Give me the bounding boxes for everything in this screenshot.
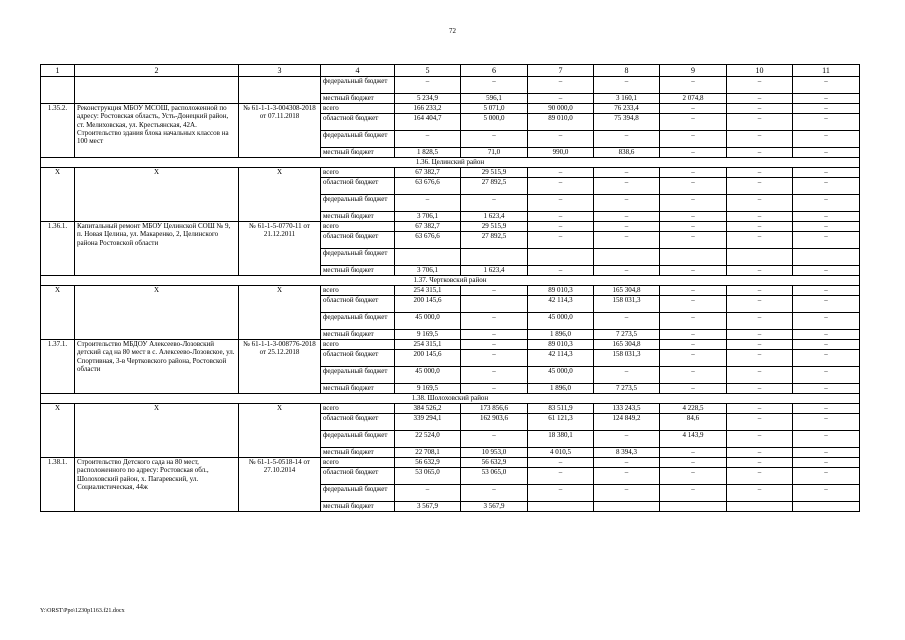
value-cell: – xyxy=(793,448,860,458)
value-cell: 53 065,0 xyxy=(461,468,528,485)
budget-type-cell: федеральный бюджет xyxy=(321,195,395,212)
table-row xyxy=(41,404,860,414)
x-marker-cell: Х xyxy=(239,404,321,458)
value-cell: – xyxy=(727,296,793,313)
value-cell: – xyxy=(660,178,727,195)
value-cell xyxy=(660,502,727,512)
column-header: 3 xyxy=(239,65,321,77)
budget-type-cell: областной бюджет xyxy=(321,468,395,485)
value-cell: 165 304,8 xyxy=(594,286,660,296)
value-cell: – xyxy=(793,222,860,232)
value-cell: 158 031,3 xyxy=(594,350,660,367)
column-header: 11 xyxy=(793,65,860,77)
value-cell: 158 031,3 xyxy=(594,296,660,313)
value-cell: – xyxy=(528,94,594,104)
value-cell: – xyxy=(727,404,793,414)
value-cell: – xyxy=(528,178,594,195)
value-cell xyxy=(528,249,594,266)
value-cell xyxy=(727,249,793,266)
budget-type-cell: местный бюджет xyxy=(321,266,395,276)
value-cell: – xyxy=(793,485,860,502)
value-cell: 75 394,8 xyxy=(594,114,660,131)
value-cell: 173 856,6 xyxy=(461,404,528,414)
value-cell xyxy=(793,249,860,266)
value-cell: 4 228,5 xyxy=(660,404,727,414)
value-cell: – xyxy=(727,448,793,458)
value-cell: – xyxy=(528,468,594,485)
value-cell: 3 567,9 xyxy=(395,502,461,512)
value-cell: – xyxy=(594,485,660,502)
value-cell: – xyxy=(793,431,860,448)
item-number: 1.35.2. xyxy=(41,104,75,158)
x-marker-cell: Х xyxy=(75,404,239,458)
value-cell: – xyxy=(594,77,660,94)
value-cell: 45 000,0 xyxy=(528,367,594,384)
value-cell: 1 828,5 xyxy=(395,148,461,158)
value-cell: – xyxy=(793,468,860,485)
value-cell: 56 632,9 xyxy=(395,458,461,468)
column-header: 9 xyxy=(660,65,727,77)
value-cell: 5 000,0 xyxy=(461,114,528,131)
value-cell: 254 315,1 xyxy=(395,286,461,296)
value-cell: – xyxy=(660,195,727,212)
budget-type-cell: федеральный бюджет xyxy=(321,249,395,266)
value-cell: – xyxy=(660,485,727,502)
value-cell: – xyxy=(528,168,594,178)
value-cell: 61 121,3 xyxy=(528,414,594,431)
value-cell: – xyxy=(727,286,793,296)
value-cell: – xyxy=(793,350,860,367)
value-cell: 7 273,5 xyxy=(594,384,660,394)
value-cell: – xyxy=(793,313,860,330)
value-cell: – xyxy=(461,384,528,394)
value-cell: – xyxy=(461,195,528,212)
value-cell: 133 243,5 xyxy=(594,404,660,414)
value-cell: 29 515,9 xyxy=(461,168,528,178)
value-cell: 4 010,5 xyxy=(528,448,594,458)
value-cell: 5 071,0 xyxy=(461,104,528,114)
value-cell: – xyxy=(793,168,860,178)
value-cell xyxy=(528,502,594,512)
value-cell: – xyxy=(660,148,727,158)
value-cell: – xyxy=(528,77,594,94)
value-cell: – xyxy=(727,222,793,232)
value-cell: – xyxy=(793,266,860,276)
value-cell: – xyxy=(793,286,860,296)
x-marker-cell: Х xyxy=(239,286,321,340)
value-cell: – xyxy=(461,367,528,384)
value-cell: 165 304,8 xyxy=(594,340,660,350)
x-marker-cell: Х xyxy=(41,286,75,340)
value-cell: 89 010,3 xyxy=(528,286,594,296)
value-cell: – xyxy=(660,458,727,468)
value-cell: – xyxy=(793,384,860,394)
value-cell: – xyxy=(660,468,727,485)
value-cell: 596,1 xyxy=(461,94,528,104)
budget-type-cell: всего xyxy=(321,458,395,468)
value-cell: 83 511,9 xyxy=(528,404,594,414)
value-cell: – xyxy=(727,313,793,330)
value-cell: 1 896,0 xyxy=(528,384,594,394)
value-cell: – xyxy=(660,313,727,330)
value-cell: – xyxy=(727,94,793,104)
page-number: 72 xyxy=(449,27,456,35)
table-row xyxy=(41,340,860,350)
x-marker-cell: Х xyxy=(239,168,321,222)
value-cell: 89 010,3 xyxy=(528,340,594,350)
budget-type-cell: всего xyxy=(321,404,395,414)
budget-type-cell: местный бюджет xyxy=(321,448,395,458)
item-document: № 61-1-5-0770-11 от 21.12.2011 xyxy=(239,222,321,276)
item-document: № 61-1-1-3-004308-2018 от 07.11.2018 xyxy=(239,104,321,158)
item-number: 1.36.1. xyxy=(41,222,75,276)
budget-type-cell: всего xyxy=(321,104,395,114)
column-header: 8 xyxy=(594,65,660,77)
value-cell: 22 708,1 xyxy=(395,448,461,458)
value-cell: – xyxy=(660,232,727,249)
x-marker-cell: Х xyxy=(75,168,239,222)
item-description: Строительство Детского сада на 80 мест, расположенного по адресу: Ростовская обл., Шолоховский район, х. Пагаревский, ул. Социалистическая, 44ж xyxy=(75,458,239,512)
budget-type-cell: местный бюджет xyxy=(321,212,395,222)
value-cell: 200 145,6 xyxy=(395,296,461,313)
value-cell: 90 000,0 xyxy=(528,104,594,114)
value-cell: – xyxy=(660,340,727,350)
value-cell: – xyxy=(528,222,594,232)
value-cell: – xyxy=(660,330,727,340)
budget-type-cell: федеральный бюджет xyxy=(321,485,395,502)
value-cell xyxy=(793,502,860,512)
value-cell: 27 892,5 xyxy=(461,232,528,249)
value-cell: – xyxy=(727,330,793,340)
value-cell: – xyxy=(793,404,860,414)
value-cell: – xyxy=(793,178,860,195)
value-cell: – xyxy=(461,286,528,296)
value-cell: 76 233,4 xyxy=(594,104,660,114)
value-cell: – xyxy=(594,195,660,212)
value-cell: – xyxy=(793,340,860,350)
value-cell xyxy=(594,249,660,266)
value-cell: – xyxy=(727,178,793,195)
value-cell: – xyxy=(528,458,594,468)
value-cell: – xyxy=(660,114,727,131)
column-header: 6 xyxy=(461,65,528,77)
empty-cell xyxy=(41,77,75,104)
budget-type-cell: федеральный бюджет xyxy=(321,313,395,330)
value-cell: – xyxy=(793,212,860,222)
value-cell: – xyxy=(727,195,793,212)
value-cell: – xyxy=(793,414,860,431)
section-row xyxy=(41,276,860,286)
value-cell: – xyxy=(660,384,727,394)
budget-type-cell: всего xyxy=(321,286,395,296)
value-cell: – xyxy=(660,448,727,458)
item-number: 1.37.1. xyxy=(41,340,75,394)
budget-type-cell: областной бюджет xyxy=(321,178,395,195)
value-cell: 1 896,0 xyxy=(528,330,594,340)
value-cell: – xyxy=(727,212,793,222)
value-cell: – xyxy=(660,131,727,148)
value-cell: – xyxy=(461,131,528,148)
budget-type-cell: областной бюджет xyxy=(321,296,395,313)
value-cell xyxy=(461,249,528,266)
value-cell: – xyxy=(793,94,860,104)
value-cell: – xyxy=(727,431,793,448)
value-cell: – xyxy=(727,148,793,158)
value-cell: 27 892,5 xyxy=(461,178,528,195)
value-cell: – xyxy=(660,77,727,94)
section-title: 1.38. Шолоховский район xyxy=(41,394,860,404)
value-cell: – xyxy=(395,131,461,148)
value-cell: – xyxy=(594,468,660,485)
value-cell: – xyxy=(727,266,793,276)
value-cell: – xyxy=(727,414,793,431)
table-row xyxy=(41,458,860,468)
value-cell: – xyxy=(727,104,793,114)
value-cell: 166 233,2 xyxy=(395,104,461,114)
value-cell: – xyxy=(528,212,594,222)
value-cell: – xyxy=(660,168,727,178)
value-cell: 45 000,0 xyxy=(395,367,461,384)
value-cell: – xyxy=(793,104,860,114)
item-document: № 61-1-1-3-008776-2018 от 25.12.2018 xyxy=(239,340,321,394)
value-cell: 5 234,9 xyxy=(395,94,461,104)
value-cell: – xyxy=(528,195,594,212)
item-document: № 61-1-5-0518-14 от 27.10.2014 xyxy=(239,458,321,512)
value-cell: 254 315,1 xyxy=(395,340,461,350)
value-cell: 63 676,6 xyxy=(395,178,461,195)
value-cell: – xyxy=(727,77,793,94)
column-header: 1 xyxy=(41,65,75,77)
budget-type-cell: всего xyxy=(321,340,395,350)
value-cell: – xyxy=(660,104,727,114)
value-cell: – xyxy=(660,350,727,367)
value-cell: – xyxy=(594,212,660,222)
value-cell: 9 169,5 xyxy=(395,330,461,340)
value-cell: – xyxy=(461,313,528,330)
value-cell: – xyxy=(727,468,793,485)
value-cell xyxy=(395,249,461,266)
value-cell: – xyxy=(594,431,660,448)
value-cell: – xyxy=(594,232,660,249)
value-cell: 1 623,4 xyxy=(461,212,528,222)
budget-type-cell: федеральный бюджет xyxy=(321,367,395,384)
footer-path: Y:\ORST\Ppo\1230p1163.f21.docx xyxy=(40,608,125,614)
value-cell: 71,0 xyxy=(461,148,528,158)
value-cell: 42 114,3 xyxy=(528,296,594,313)
section-row xyxy=(41,394,860,404)
value-cell: 384 526,2 xyxy=(395,404,461,414)
value-cell: – xyxy=(594,131,660,148)
item-number: 1.38.1. xyxy=(41,458,75,512)
value-cell: 3 706,1 xyxy=(395,266,461,276)
budget-type-cell: областной бюджет xyxy=(321,414,395,431)
table-row xyxy=(41,222,860,232)
value-cell: – xyxy=(594,313,660,330)
budget-type-cell: местный бюджет xyxy=(321,94,395,104)
value-cell: 3 160,1 xyxy=(594,94,660,104)
value-cell: 42 114,3 xyxy=(528,350,594,367)
value-cell: – xyxy=(793,367,860,384)
value-cell: – xyxy=(793,148,860,158)
budget-type-cell: федеральный бюджет xyxy=(321,431,395,448)
value-cell: 4 143,9 xyxy=(660,431,727,448)
budget-type-cell: всего xyxy=(321,168,395,178)
value-cell xyxy=(594,502,660,512)
value-cell: 838,6 xyxy=(594,148,660,158)
column-header: 2 xyxy=(75,65,239,77)
value-cell: – xyxy=(727,340,793,350)
value-cell: – xyxy=(660,212,727,222)
header-row xyxy=(41,65,860,77)
value-cell: 200 145,6 xyxy=(395,350,461,367)
value-cell xyxy=(461,296,528,313)
value-cell: – xyxy=(727,232,793,249)
value-cell: 63 676,6 xyxy=(395,232,461,249)
section-row xyxy=(41,158,860,168)
value-cell: – xyxy=(660,296,727,313)
value-cell: – xyxy=(793,232,860,249)
value-cell: – xyxy=(793,458,860,468)
value-cell: 164 404,7 xyxy=(395,114,461,131)
budget-type-cell: областной бюджет xyxy=(321,232,395,249)
value-cell: – xyxy=(594,367,660,384)
section-title: 1.36. Целинский район xyxy=(41,158,860,168)
value-cell: – xyxy=(660,286,727,296)
table-row xyxy=(41,168,860,178)
table-row xyxy=(41,77,860,94)
value-cell: – xyxy=(793,296,860,313)
value-cell: – xyxy=(727,131,793,148)
value-cell: – xyxy=(727,114,793,131)
value-cell: – xyxy=(528,131,594,148)
value-cell: 1 623,4 xyxy=(461,266,528,276)
column-header: 4 xyxy=(321,65,395,77)
value-cell: 89 010,0 xyxy=(528,114,594,131)
value-cell: – xyxy=(793,131,860,148)
budget-type-cell: местный бюджет xyxy=(321,384,395,394)
value-cell: – xyxy=(660,222,727,232)
value-cell: 10 953,0 xyxy=(461,448,528,458)
budget-type-cell: областной бюджет xyxy=(321,350,395,367)
value-cell: – xyxy=(727,458,793,468)
value-cell: – xyxy=(461,77,528,94)
value-cell: – xyxy=(528,266,594,276)
value-cell xyxy=(727,502,793,512)
value-cell: – xyxy=(793,195,860,212)
value-cell: 53 065,0 xyxy=(395,468,461,485)
value-cell: – xyxy=(660,367,727,384)
x-marker-cell: Х xyxy=(75,286,239,340)
value-cell: – xyxy=(793,114,860,131)
value-cell: 9 169,5 xyxy=(395,384,461,394)
table-row xyxy=(41,286,860,296)
value-cell: 67 382,7 xyxy=(395,222,461,232)
budget-type-cell: местный бюджет xyxy=(321,148,395,158)
table-row xyxy=(41,104,860,114)
value-cell: – xyxy=(793,330,860,340)
value-cell: – xyxy=(395,77,461,94)
value-cell: 84,6 xyxy=(660,414,727,431)
value-cell: – xyxy=(594,458,660,468)
value-cell: – xyxy=(727,367,793,384)
value-cell: 56 632,9 xyxy=(461,458,528,468)
value-cell: 162 903,6 xyxy=(461,414,528,431)
value-cell: 7 273,5 xyxy=(594,330,660,340)
column-header: 7 xyxy=(528,65,594,77)
value-cell: – xyxy=(727,485,793,502)
value-cell: – xyxy=(461,330,528,340)
column-header: 5 xyxy=(395,65,461,77)
budget-type-cell: федеральный бюджет xyxy=(321,77,395,94)
value-cell: 124 849,2 xyxy=(594,414,660,431)
value-cell: – xyxy=(594,178,660,195)
budget-table xyxy=(40,64,860,512)
budget-type-cell: всего xyxy=(321,222,395,232)
x-marker-cell: Х xyxy=(41,404,75,458)
value-cell: – xyxy=(461,485,528,502)
value-cell: 45 000,0 xyxy=(528,313,594,330)
value-cell: – xyxy=(461,340,528,350)
value-cell: – xyxy=(594,168,660,178)
item-description: Строительство МБДОУ Алексеево-Лозовский детский сад на 80 мест в с. Алексеево-Лозовское, ул. Спортивная, 3-в Чертковского района, Ростовской области xyxy=(75,340,239,394)
value-cell: – xyxy=(594,222,660,232)
value-cell: 18 380,1 xyxy=(528,431,594,448)
value-cell: 339 294,1 xyxy=(395,414,461,431)
value-cell: – xyxy=(793,77,860,94)
budget-type-cell: областной бюджет xyxy=(321,114,395,131)
value-cell: 45 000,0 xyxy=(395,313,461,330)
value-cell: 3 567,9 xyxy=(461,502,528,512)
value-cell: – xyxy=(528,232,594,249)
empty-cell xyxy=(239,77,321,104)
value-cell: 990,0 xyxy=(528,148,594,158)
value-cell: 3 706,1 xyxy=(395,212,461,222)
budget-type-cell: федеральный бюджет xyxy=(321,131,395,148)
value-cell: 8 394,3 xyxy=(594,448,660,458)
value-cell: 67 382,7 xyxy=(395,168,461,178)
value-cell: – xyxy=(727,350,793,367)
value-cell: – xyxy=(461,350,528,367)
item-description: Капитальный ремонт МБОУ Целинской СОШ № 9, п. Новая Целина, ул. Макаренко, 2, Целинского района Ростовской области xyxy=(75,222,239,276)
value-cell: 22 524,0 xyxy=(395,431,461,448)
value-cell: 2 074,8 xyxy=(660,94,727,104)
empty-cell xyxy=(75,77,239,104)
value-cell: – xyxy=(395,485,461,502)
item-description: Реконструкция МБОУ МСОШ, расположенной по адресу: Ростовская область, Усть-Донецкий район, ст. Мелиховская, ул. Крестьянская, 42А. Строительство здания блока начальных классов на 100 мест xyxy=(75,104,239,158)
value-cell: – xyxy=(461,431,528,448)
x-marker-cell: Х xyxy=(41,168,75,222)
value-cell: – xyxy=(727,168,793,178)
value-cell: – xyxy=(727,384,793,394)
budget-type-cell: местный бюджет xyxy=(321,502,395,512)
value-cell xyxy=(660,249,727,266)
column-header: 10 xyxy=(727,65,793,77)
section-title: 1.37. Чертковский район xyxy=(41,276,860,286)
value-cell: – xyxy=(594,266,660,276)
budget-type-cell: местный бюджет xyxy=(321,330,395,340)
value-cell: – xyxy=(660,266,727,276)
value-cell: 29 515,9 xyxy=(461,222,528,232)
value-cell: – xyxy=(395,195,461,212)
value-cell: – xyxy=(528,485,594,502)
